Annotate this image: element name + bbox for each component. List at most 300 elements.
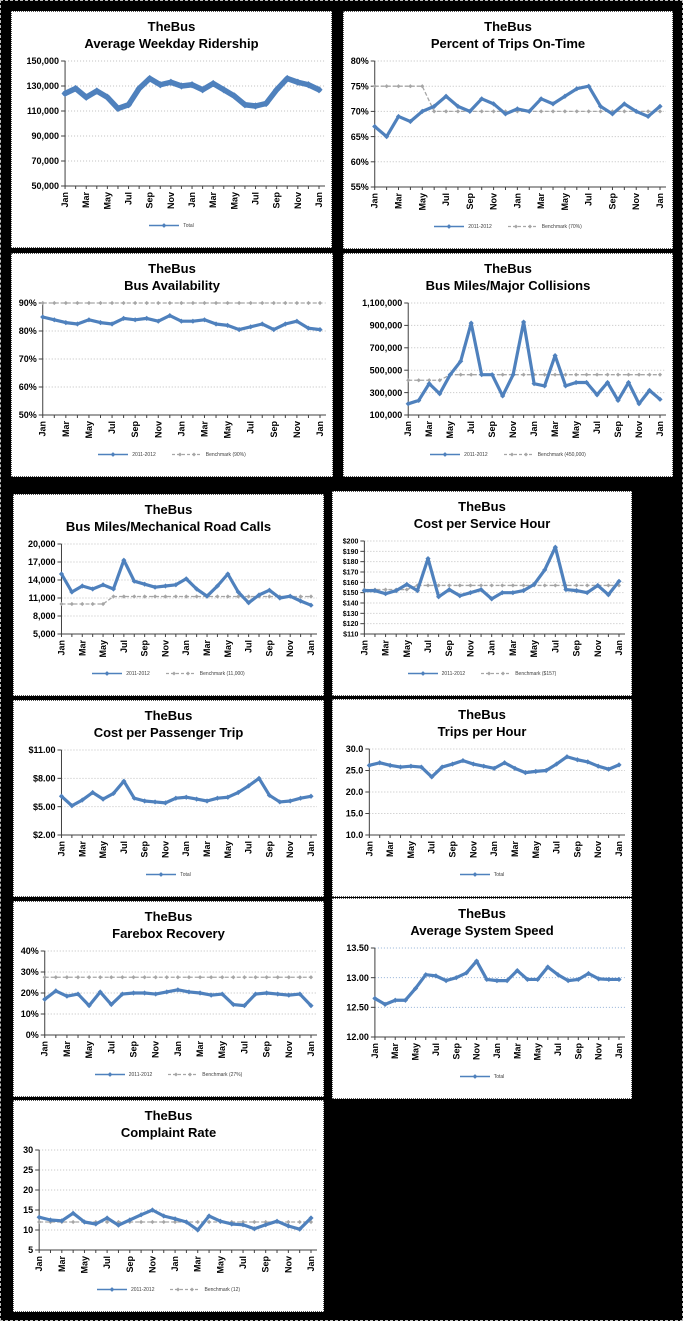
chart-titles xyxy=(12,261,332,295)
svg-text:Sep: Sep xyxy=(264,639,275,657)
line-chart xyxy=(337,942,627,1071)
svg-text:May: May xyxy=(410,1042,421,1061)
chart-title: TheBus xyxy=(458,707,506,722)
svg-text:Nov: Nov xyxy=(468,840,479,858)
svg-text:$110: $110 xyxy=(343,631,359,639)
chart-titles xyxy=(333,707,631,741)
chart-subtitle: Bus Availability xyxy=(124,277,220,293)
svg-text:Sep: Sep xyxy=(444,639,455,657)
svg-text:May: May xyxy=(98,840,109,859)
chart-titles xyxy=(12,19,331,53)
svg-text:11,000: 11,000 xyxy=(28,592,56,603)
svg-text:Jan: Jan xyxy=(56,639,67,656)
svg-text:Mar: Mar xyxy=(509,840,520,857)
svg-text:Jul: Jul xyxy=(441,192,452,206)
svg-text:Jan: Jan xyxy=(34,1255,45,1272)
svg-text:Jul: Jul xyxy=(102,1255,113,1269)
svg-text:900,000: 900,000 xyxy=(369,320,403,331)
svg-text:Mar: Mar xyxy=(56,1255,67,1272)
svg-text:1,100,000: 1,100,000 xyxy=(362,297,403,308)
chart-title: TheBus xyxy=(148,261,196,276)
chart-subtitle: Bus Miles/Major Collisions xyxy=(425,277,591,293)
svg-text:Jan: Jan xyxy=(181,840,192,857)
svg-text:Mar: Mar xyxy=(385,840,396,857)
svg-text:Sep: Sep xyxy=(487,420,498,438)
chart-title: TheBus xyxy=(144,909,193,924)
svg-text:Sep: Sep xyxy=(613,420,624,438)
svg-text:Jan: Jan xyxy=(56,840,67,857)
svg-text:Jul: Jul xyxy=(583,192,594,206)
svg-text:40%: 40% xyxy=(20,945,39,956)
legend-item-benchmark xyxy=(172,451,246,458)
svg-text:Sep: Sep xyxy=(128,1040,139,1058)
chart-legend xyxy=(12,449,332,461)
svg-text:Jul: Jul xyxy=(238,1255,249,1269)
svg-text:14,000: 14,000 xyxy=(27,574,56,585)
svg-text:Jul: Jul xyxy=(239,1040,250,1054)
svg-text:$140: $140 xyxy=(342,600,359,608)
svg-text:$200: $200 xyxy=(342,538,359,546)
legend-label: Benchmark (90%) xyxy=(205,451,246,458)
legend-item-series xyxy=(460,1073,505,1080)
svg-text:Jan: Jan xyxy=(306,1255,316,1272)
svg-text:Jul: Jul xyxy=(107,420,118,434)
chart-subtitle: Average System Speed xyxy=(410,922,554,938)
svg-text:Sep: Sep xyxy=(447,840,458,858)
series-line-swatch-icon xyxy=(460,1073,490,1080)
legend-label: Benchmark (27%) xyxy=(202,1071,243,1078)
svg-text:Mar: Mar xyxy=(81,191,92,208)
line-chart xyxy=(16,55,327,220)
chart-title: TheBus xyxy=(144,708,193,723)
svg-text:Jan: Jan xyxy=(529,420,540,437)
chart-subtitle: Trips per Hour xyxy=(437,723,527,739)
svg-text:Jan: Jan xyxy=(359,639,370,656)
svg-text:Jul: Jul xyxy=(550,639,561,653)
svg-text:Nov: Nov xyxy=(471,1042,482,1060)
svg-text:130,000: 130,000 xyxy=(26,80,60,91)
legend-item-series xyxy=(434,223,492,230)
chart-legend xyxy=(14,1284,323,1296)
svg-text:Jul: Jul xyxy=(466,420,477,434)
chart-title: TheBus xyxy=(147,19,196,34)
svg-text:Jul: Jul xyxy=(243,639,254,653)
svg-text:Nov: Nov xyxy=(465,639,476,657)
svg-text:Mar: Mar xyxy=(536,192,547,209)
svg-text:70,000: 70,000 xyxy=(31,155,60,166)
svg-text:May: May xyxy=(217,1040,228,1059)
svg-text:Jan: Jan xyxy=(614,639,624,656)
svg-text:Nov: Nov xyxy=(160,639,171,657)
series-line-swatch-icon xyxy=(408,670,438,677)
svg-text:70%: 70% xyxy=(18,353,37,364)
legend-label: Benchmark (11,000) xyxy=(199,670,245,677)
svg-text:Nov: Nov xyxy=(160,840,171,858)
svg-text:10%: 10% xyxy=(20,1008,39,1019)
svg-text:75%: 75% xyxy=(350,81,369,92)
svg-text:500,000: 500,000 xyxy=(369,365,403,376)
svg-text:May: May xyxy=(532,1042,543,1061)
line-chart xyxy=(348,55,668,221)
chart-titles xyxy=(14,1108,323,1142)
svg-text:Mar: Mar xyxy=(507,639,518,656)
chart-subtitle: Cost per Passenger Trip xyxy=(93,724,244,740)
svg-text:5,000: 5,000 xyxy=(32,628,56,639)
svg-text:Mar: Mar xyxy=(550,420,561,437)
svg-text:150,000: 150,000 xyxy=(26,55,60,66)
legend-item-series xyxy=(146,871,191,878)
svg-text:Jan: Jan xyxy=(39,1040,50,1057)
svg-text:Sep: Sep xyxy=(571,639,582,657)
svg-text:12.50: 12.50 xyxy=(346,1002,369,1013)
chart-subtitle: Percent of Trips On-Time xyxy=(430,35,586,51)
svg-text:100,000: 100,000 xyxy=(369,409,403,420)
svg-text:Mar: Mar xyxy=(390,1042,401,1059)
svg-text:Jan: Jan xyxy=(306,840,316,857)
svg-text:Jul: Jul xyxy=(123,191,134,205)
svg-text:Mar: Mar xyxy=(195,1040,206,1057)
svg-text:Mar: Mar xyxy=(380,639,391,656)
svg-text:Nov: Nov xyxy=(593,1042,604,1060)
svg-text:May: May xyxy=(215,1255,226,1274)
svg-text:Jan: Jan xyxy=(60,191,71,208)
svg-text:15.0: 15.0 xyxy=(345,808,364,819)
legend-label: Total xyxy=(180,871,191,878)
chart-titles xyxy=(333,906,631,940)
svg-text:Jan: Jan xyxy=(655,420,665,437)
svg-text:Jul: Jul xyxy=(552,1042,563,1056)
benchmark-line-swatch-icon xyxy=(170,1286,200,1293)
chart-subtitle: Average Weekday Ridership xyxy=(84,35,259,51)
svg-text:80%: 80% xyxy=(18,325,37,336)
svg-text:$190: $190 xyxy=(342,548,359,556)
legend-item-series xyxy=(98,451,156,458)
legend-item-benchmark xyxy=(481,670,556,677)
svg-text:Jul: Jul xyxy=(118,639,129,653)
svg-text:May: May xyxy=(83,420,94,439)
legend-label: Benchmark (450,000) xyxy=(537,451,586,458)
svg-text:70%: 70% xyxy=(350,106,369,117)
svg-text:15: 15 xyxy=(23,1204,34,1215)
chart-card-bus-miles-mechanical-road-calls xyxy=(13,494,324,696)
svg-text:10: 10 xyxy=(23,1224,34,1235)
svg-text:$5.00: $5.00 xyxy=(32,801,56,812)
legend-item-series xyxy=(97,1286,155,1293)
line-chart xyxy=(18,1144,319,1284)
chart-card-cost-per-passenger-trip xyxy=(13,700,324,897)
line-chart xyxy=(16,297,328,449)
svg-text:50%: 50% xyxy=(18,409,37,420)
svg-text:10.0: 10.0 xyxy=(345,829,364,840)
legend-label: Total xyxy=(493,1073,505,1080)
benchmark-line-swatch-icon xyxy=(481,670,511,677)
svg-text:Jul: Jul xyxy=(426,840,437,854)
chart-card-trips-per-hour xyxy=(332,699,632,897)
svg-text:Jan: Jan xyxy=(306,639,316,656)
chart-subtitle: Complaint Rate xyxy=(120,1124,217,1140)
svg-text:Nov: Nov xyxy=(592,639,603,657)
svg-text:50,000: 50,000 xyxy=(31,180,60,191)
svg-text:$120: $120 xyxy=(342,620,359,628)
svg-text:May: May xyxy=(222,420,233,439)
series-line-swatch-icon xyxy=(434,223,464,230)
svg-text:30%: 30% xyxy=(20,966,39,977)
svg-text:Nov: Nov xyxy=(285,840,296,858)
legend-item-series xyxy=(92,670,150,677)
benchmark-line-swatch-icon xyxy=(168,1071,198,1078)
svg-text:90,000: 90,000 xyxy=(31,130,60,141)
svg-text:$170: $170 xyxy=(342,569,359,577)
legend-item-series xyxy=(149,222,194,229)
chart-card-average-system-speed xyxy=(332,898,632,1099)
svg-text:$8.00: $8.00 xyxy=(32,773,56,784)
svg-text:Nov: Nov xyxy=(292,191,303,209)
svg-text:Mar: Mar xyxy=(77,840,88,857)
svg-text:Jul: Jul xyxy=(243,840,254,854)
svg-text:Nov: Nov xyxy=(631,192,642,210)
svg-text:Mar: Mar xyxy=(393,192,404,209)
svg-text:May: May xyxy=(222,639,233,658)
svg-text:Jan: Jan xyxy=(491,1042,502,1059)
svg-text:60%: 60% xyxy=(350,156,369,167)
benchmark-line-swatch-icon xyxy=(508,223,538,230)
svg-text:Jul: Jul xyxy=(250,191,261,205)
benchmark-line-swatch-icon xyxy=(172,451,202,458)
legend-label: Benchmark (12) xyxy=(204,1286,241,1293)
svg-text:Nov: Nov xyxy=(291,420,302,438)
svg-text:$130: $130 xyxy=(342,610,359,618)
svg-text:Mar: Mar xyxy=(77,639,88,656)
svg-text:Sep: Sep xyxy=(464,192,475,210)
svg-text:May: May xyxy=(559,192,570,211)
svg-text:Jan: Jan xyxy=(486,639,497,656)
svg-text:Nov: Nov xyxy=(150,1040,161,1058)
legend-label: Benchmark (70%) xyxy=(541,223,582,230)
legend-item-benchmark xyxy=(168,1071,242,1078)
svg-text:Jan: Jan xyxy=(655,192,665,209)
chart-title: TheBus xyxy=(144,1108,193,1123)
svg-text:Jan: Jan xyxy=(37,420,48,437)
svg-text:Sep: Sep xyxy=(130,420,141,438)
svg-text:Jan: Jan xyxy=(315,420,325,437)
series-line-swatch-icon xyxy=(146,871,176,878)
svg-text:May: May xyxy=(98,639,109,658)
legend-label: 2011-2012 xyxy=(468,223,492,230)
chart-titles xyxy=(344,261,672,295)
svg-text:Mar: Mar xyxy=(202,840,213,857)
legend-label: 2011-2012 xyxy=(128,1071,153,1078)
svg-text:25: 25 xyxy=(23,1164,34,1175)
svg-text:5: 5 xyxy=(28,1244,34,1255)
svg-text:May: May xyxy=(530,840,541,859)
chart-title: TheBus xyxy=(458,906,506,921)
svg-text:80%: 80% xyxy=(350,55,369,66)
legend-item-benchmark xyxy=(170,1286,240,1293)
svg-text:$2.00: $2.00 xyxy=(32,829,56,840)
legend-item-series xyxy=(408,670,466,677)
svg-text:60%: 60% xyxy=(18,381,37,392)
svg-text:Sep: Sep xyxy=(572,840,583,858)
svg-text:Jan: Jan xyxy=(512,192,523,209)
svg-text:Jan: Jan xyxy=(614,840,624,857)
svg-text:Sep: Sep xyxy=(139,639,150,657)
svg-text:Jan: Jan xyxy=(187,191,198,208)
series-line-swatch-icon xyxy=(149,222,179,229)
svg-text:Mar: Mar xyxy=(202,639,213,656)
chart-title: TheBus xyxy=(458,499,506,514)
svg-text:May: May xyxy=(417,192,428,211)
svg-text:Jul: Jul xyxy=(551,840,562,854)
chart-legend xyxy=(333,668,631,680)
svg-text:8,000: 8,000 xyxy=(32,610,56,621)
svg-text:55%: 55% xyxy=(350,181,369,192)
chart-card-complaint-rate xyxy=(13,1100,324,1312)
svg-text:20: 20 xyxy=(23,1184,34,1195)
chart-legend xyxy=(14,1069,323,1081)
svg-text:Jan: Jan xyxy=(306,1040,316,1057)
legend-item-benchmark xyxy=(504,451,586,458)
svg-text:Mar: Mar xyxy=(424,420,435,437)
chart-legend xyxy=(344,221,672,233)
svg-text:Mar: Mar xyxy=(199,420,210,437)
svg-text:$180: $180 xyxy=(342,558,359,566)
svg-text:Mar: Mar xyxy=(208,191,219,208)
legend-item-benchmark xyxy=(166,670,245,677)
line-chart xyxy=(337,743,627,869)
svg-text:Nov: Nov xyxy=(283,1040,294,1058)
svg-text:Sep: Sep xyxy=(607,192,618,210)
svg-text:$160: $160 xyxy=(342,579,359,587)
svg-text:Nov: Nov xyxy=(165,191,176,209)
svg-text:Sep: Sep xyxy=(264,840,275,858)
svg-text:Sep: Sep xyxy=(139,840,150,858)
chart-card-average-weekday-ridership xyxy=(11,11,332,248)
svg-text:Jan: Jan xyxy=(170,1255,181,1272)
legend-label: Benchmark ($157) xyxy=(515,670,557,677)
svg-text:Sep: Sep xyxy=(268,420,279,438)
svg-text:May: May xyxy=(222,840,233,859)
svg-text:May: May xyxy=(229,191,240,210)
svg-text:Jul: Jul xyxy=(423,639,434,653)
series-line-swatch-icon xyxy=(95,1071,125,1078)
svg-text:Sep: Sep xyxy=(260,1255,271,1273)
svg-text:Nov: Nov xyxy=(153,420,164,438)
svg-text:Jan: Jan xyxy=(403,420,414,437)
svg-text:300,000: 300,000 xyxy=(369,387,403,398)
svg-text:Nov: Nov xyxy=(147,1255,158,1273)
chart-card-percent-of-trips-on-time xyxy=(343,11,673,249)
svg-text:30.0: 30.0 xyxy=(345,743,364,754)
svg-text:Jan: Jan xyxy=(614,1042,624,1059)
series-line-swatch-icon xyxy=(92,670,122,677)
svg-text:700,000: 700,000 xyxy=(369,342,403,353)
svg-text:Sep: Sep xyxy=(261,1040,272,1058)
chart-card-bus-availability xyxy=(11,253,333,477)
svg-text:Mar: Mar xyxy=(512,1042,523,1059)
svg-text:0%: 0% xyxy=(25,1029,39,1040)
svg-text:Jan: Jan xyxy=(181,639,192,656)
svg-text:May: May xyxy=(79,1255,90,1274)
svg-text:13.50: 13.50 xyxy=(346,942,369,953)
svg-text:25.0: 25.0 xyxy=(345,765,364,776)
svg-text:Jul: Jul xyxy=(592,420,603,434)
chart-legend xyxy=(344,449,672,461)
svg-text:Jul: Jul xyxy=(106,1040,117,1054)
series-line-swatch-icon xyxy=(97,1286,127,1293)
series-line-swatch-icon xyxy=(460,871,490,878)
svg-text:Jan: Jan xyxy=(369,192,380,209)
svg-text:May: May xyxy=(405,840,416,859)
series-line-swatch-icon xyxy=(98,451,128,458)
chart-subtitle: Farebox Recovery xyxy=(112,925,225,941)
svg-text:Jan: Jan xyxy=(369,1042,380,1059)
svg-text:Nov: Nov xyxy=(283,1255,294,1273)
chart-legend xyxy=(333,1071,631,1083)
chart-legend xyxy=(14,869,323,881)
legend-label: 2011-2012 xyxy=(132,451,156,458)
svg-text:Nov: Nov xyxy=(285,639,296,657)
svg-text:20,000: 20,000 xyxy=(27,538,56,549)
legend-label: 2011-2012 xyxy=(126,670,150,677)
svg-text:Mar: Mar xyxy=(61,1040,72,1057)
chart-legend xyxy=(12,220,331,232)
chart-card-bus-miles-major-collisions xyxy=(343,253,673,477)
legend-item-series xyxy=(460,871,505,878)
legend-label: Total xyxy=(493,871,505,878)
line-chart xyxy=(18,538,319,668)
benchmark-line-swatch-icon xyxy=(166,670,196,677)
chart-card-cost-per-service-hour xyxy=(332,491,632,696)
chart-titles xyxy=(14,909,323,943)
svg-text:Jul: Jul xyxy=(245,420,256,434)
chart-subtitle: Bus Miles/Mechanical Road Calls xyxy=(65,518,272,534)
chart-legend xyxy=(333,869,631,881)
svg-text:90%: 90% xyxy=(18,297,37,308)
chart-titles xyxy=(14,502,323,536)
svg-text:Jan: Jan xyxy=(314,191,324,208)
svg-text:12.00: 12.00 xyxy=(346,1031,369,1042)
legend-label: 2011-2012 xyxy=(441,670,466,677)
legend-label: 2011-2012 xyxy=(464,451,488,458)
chart-titles xyxy=(344,19,672,53)
chart-card-farebox-recovery xyxy=(13,901,324,1097)
svg-text:Nov: Nov xyxy=(593,840,604,858)
svg-text:Nov: Nov xyxy=(488,192,499,210)
chart-titles xyxy=(14,708,323,742)
svg-text:65%: 65% xyxy=(350,131,369,142)
series-line-swatch-icon xyxy=(430,451,460,458)
svg-text:20.0: 20.0 xyxy=(345,786,364,797)
svg-text:May: May xyxy=(401,639,412,658)
svg-text:30: 30 xyxy=(23,1144,34,1155)
svg-text:110,000: 110,000 xyxy=(27,105,60,116)
svg-text:Jan: Jan xyxy=(176,420,187,437)
svg-text:May: May xyxy=(571,420,582,439)
svg-text:Mar: Mar xyxy=(192,1255,203,1272)
legend-item-benchmark xyxy=(508,223,582,230)
svg-text:Sep: Sep xyxy=(144,191,155,209)
svg-text:Jan: Jan xyxy=(364,840,375,857)
svg-text:13.00: 13.00 xyxy=(346,972,369,983)
chart-title: TheBus xyxy=(484,261,532,276)
svg-text:Jul: Jul xyxy=(118,840,129,854)
svg-text:Nov: Nov xyxy=(508,420,519,438)
svg-text:Jul: Jul xyxy=(430,1042,441,1056)
benchmark-line-swatch-icon xyxy=(504,451,534,458)
chart-titles xyxy=(333,499,631,533)
svg-text:May: May xyxy=(102,191,113,210)
svg-text:$150: $150 xyxy=(342,589,359,597)
